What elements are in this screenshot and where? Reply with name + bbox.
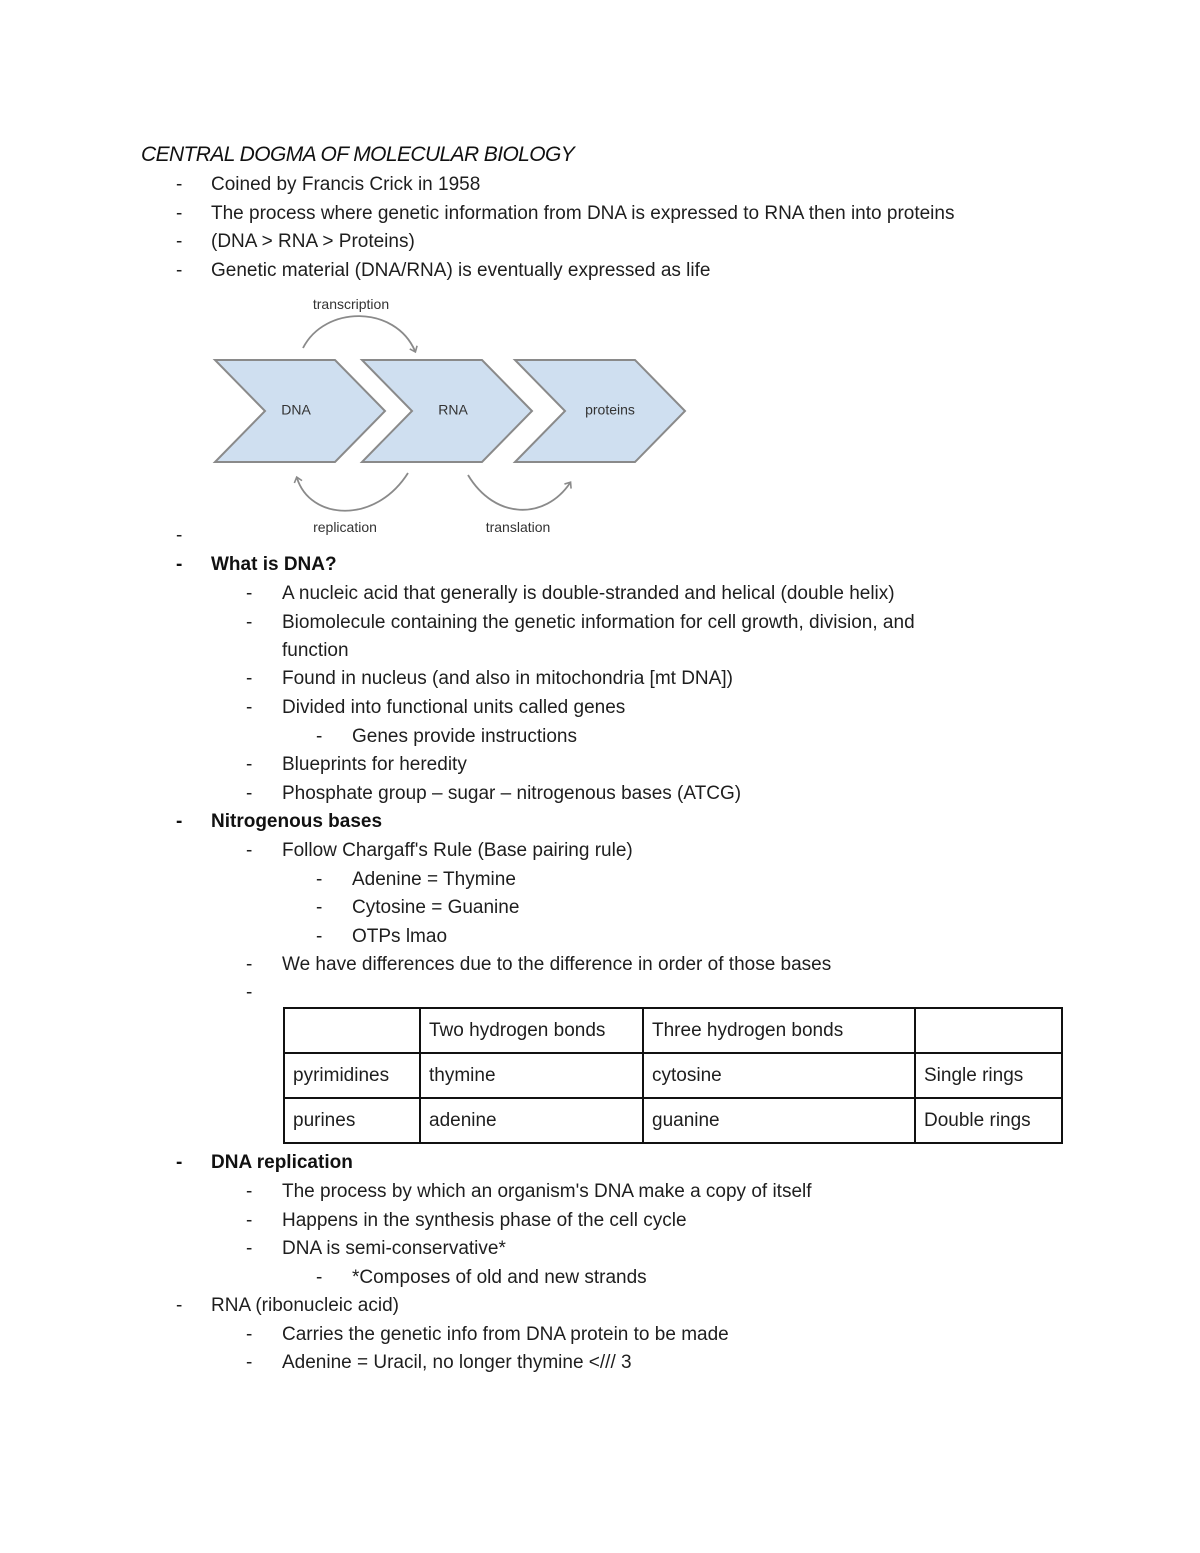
- table-cell: thymine: [420, 1053, 643, 1098]
- table-row: [284, 1098, 1062, 1143]
- table-cell: purines: [284, 1098, 420, 1143]
- table-cell: Double rings: [915, 1098, 1062, 1143]
- dna-node-label: DNA: [281, 401, 311, 418]
- table-header-row: [284, 1008, 1062, 1053]
- replication-label: replication: [313, 519, 377, 535]
- table-cell: [284, 1008, 420, 1053]
- page-title: CENTRAL DOGMA OF MOLECULAR BIOLOGY: [141, 143, 575, 166]
- table-cell: Three hydrogen bonds: [643, 1008, 915, 1053]
- translation-label: translation: [485, 519, 551, 535]
- central-dogma-diagram: [200, 290, 700, 545]
- table-cell: pyrimidines: [284, 1053, 420, 1098]
- table-row: [284, 1053, 1062, 1098]
- table-cell: cytosine: [643, 1053, 915, 1098]
- proteins-node-label: proteins: [585, 401, 635, 418]
- table-cell: Single rings: [915, 1053, 1062, 1098]
- bases-table: [283, 1007, 1063, 1144]
- table-cell: adenine: [420, 1098, 643, 1143]
- transcription-label: transcription: [312, 296, 390, 312]
- translation-arrow: [468, 475, 570, 510]
- table-cell: [915, 1008, 1062, 1053]
- transcription-arrow: [303, 316, 415, 351]
- table-cell: Two hydrogen bonds: [420, 1008, 643, 1053]
- rna-node-label: RNA: [438, 401, 468, 418]
- table-cell: guanine: [643, 1098, 915, 1143]
- replication-arrow: [297, 473, 408, 511]
- document-page: CENTRAL DOGMA OF MOLECULAR BIOLOGY - Coined by Francis Crick in 1958 - The process where genetic information from DNA is expressed to RNA then into proteins - (DNA > RNA > Proteins) - Genetic material (DNA/RNA) is eventually expressed as life DNA RNA proteins transcription replication translation - - What is DNA? - A nucleic acid that generally is double-stranded and helical (double helix) - Biomolecule containing the genetic information for cell growth, division, and function - Found in nucleus (and also in mitochondria [mt DNA]) - Divided into functional units called genes - Genes provide instructions - Blueprints for heredity - Phosphate group – sugar – nitrogenous bases (ATCG) - Nitrogenous bases - Follow Chargaff's Rule (Base pairing rule) - Adenine = Thymine - Cytosine = Guanine - OTPs lmao - We have differences due to the difference in order of those bases - Two hydrogen bonds Three hydrogen bonds pyrimidines thymine cytosine Single rings purines adenine guanine Double rings - DNA replication - The process by which an organism's DNA make a copy of itself - Happens in the synthesis phase of the cell cycle - DNA is semi-conservative* - *Composes of old and new strands - RNA (ribonucleic acid) - Carries the genetic info from DNA protein to be made - Adenine = Uracil, no longer thymine </// 3: [0, 0, 1200, 1553]
